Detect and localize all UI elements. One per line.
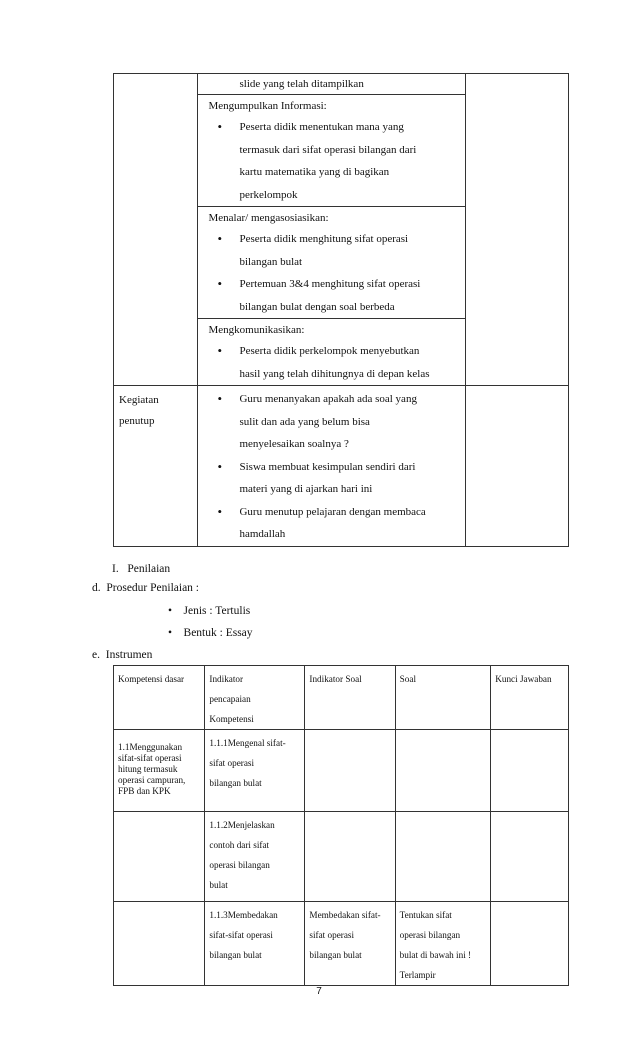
communicating-title: Mengkomunikasikan: <box>208 324 305 336</box>
closing-label: Kegiatan <box>119 394 159 406</box>
header-indicator: Indikator pencapaian Kompetensi <box>205 666 305 730</box>
closing-cell <box>198 386 466 547</box>
header-answer-key: Kunci Jawaban <box>491 666 569 730</box>
communicating-list <box>198 340 465 385</box>
list-item: • Peserta didik perkelompok menyebutkan hasil yang telah dihitungnya di depan kelas <box>217 340 465 385</box>
table-row <box>114 812 569 902</box>
section-d-heading: d. Prosedur Penilaian : <box>92 582 199 594</box>
closing-list <box>198 386 465 546</box>
table-row <box>114 730 569 812</box>
assessment-type: • Jenis : Tertulis <box>168 605 251 617</box>
closing-notes-empty <box>466 386 569 547</box>
page-number: 7 <box>316 986 322 997</box>
section-i-heading: I. Penilaian <box>112 563 171 575</box>
closing-label-cell: Kegiatan penutup <box>114 386 198 547</box>
reasoning-title: Menalar/ mengasosiasikan: <box>208 212 329 224</box>
collecting-title: Mengumpulkan Informasi: <box>208 100 327 112</box>
activity-notes-empty <box>466 74 569 386</box>
list-item: • Pertemuan 3&4 menghitung sifat operasi bilangan bulat dengan soal berbeda <box>217 273 465 318</box>
communicating-cell <box>198 319 466 386</box>
question-cell: Tentukan sifat operasi bilangan bulat di bawah ini ! Terlampir <box>395 902 491 986</box>
question-indicator-cell: Membedakan sifat- sifat operasi bilangan bulat <box>305 902 395 986</box>
list-item: • Guru menanyakan apakah ada soal yang sulit dan ada yang belum bisa menyelesaikan soalnya ? <box>217 388 465 456</box>
list-item: • Guru menutup pelajaran dengan membaca hamdallah <box>217 501 465 546</box>
reasoning-cell <box>198 207 466 319</box>
section-e-heading: e. Instrumen <box>92 649 153 661</box>
reasoning-list <box>198 228 465 318</box>
assessment-form: • Bentuk : Essay <box>168 627 253 639</box>
indicator-cell: 1.1.2Menjelaskan contoh dari sifat operasi bilangan bulat <box>205 812 305 902</box>
list-item: • Siswa membuat kesimpulan sendiri dari materi yang di ajarkan hari ini <box>217 456 465 501</box>
carryover-cell <box>198 74 466 95</box>
instrument-table <box>113 665 569 986</box>
table-row <box>114 902 569 986</box>
carryover-text: slide yang telah ditampilkan <box>239 78 364 90</box>
activity-label-empty <box>114 74 198 386</box>
collecting-list <box>198 116 465 206</box>
competency-cell: 1.1Menggunakan sifat-sifat operasi hitung termasuk operasi campuran, FPB dan KPK <box>114 730 205 812</box>
list-item: • Peserta didik menentukan mana yang termasuk dari sifat operasi bilangan dari kartu matematika yang di bagikan perkelompok <box>217 116 465 206</box>
header-competency: Kompetensi dasar <box>114 666 205 730</box>
indicator-cell: 1.1.1Mengenal sifat- sifat operasi bilangan bulat <box>205 730 305 812</box>
list-item: • Peserta didik menghitung sifat operasi bilangan bulat <box>217 228 465 273</box>
indicator-cell: 1.1.3Membedakan sifat-sifat operasi bilangan bulat <box>205 902 305 986</box>
header-question-indicator: Indikator Soal <box>305 666 395 730</box>
header-question: Soal <box>395 666 491 730</box>
table-header-row <box>114 666 569 730</box>
collecting-cell <box>198 95 466 207</box>
activity-table <box>113 73 569 547</box>
